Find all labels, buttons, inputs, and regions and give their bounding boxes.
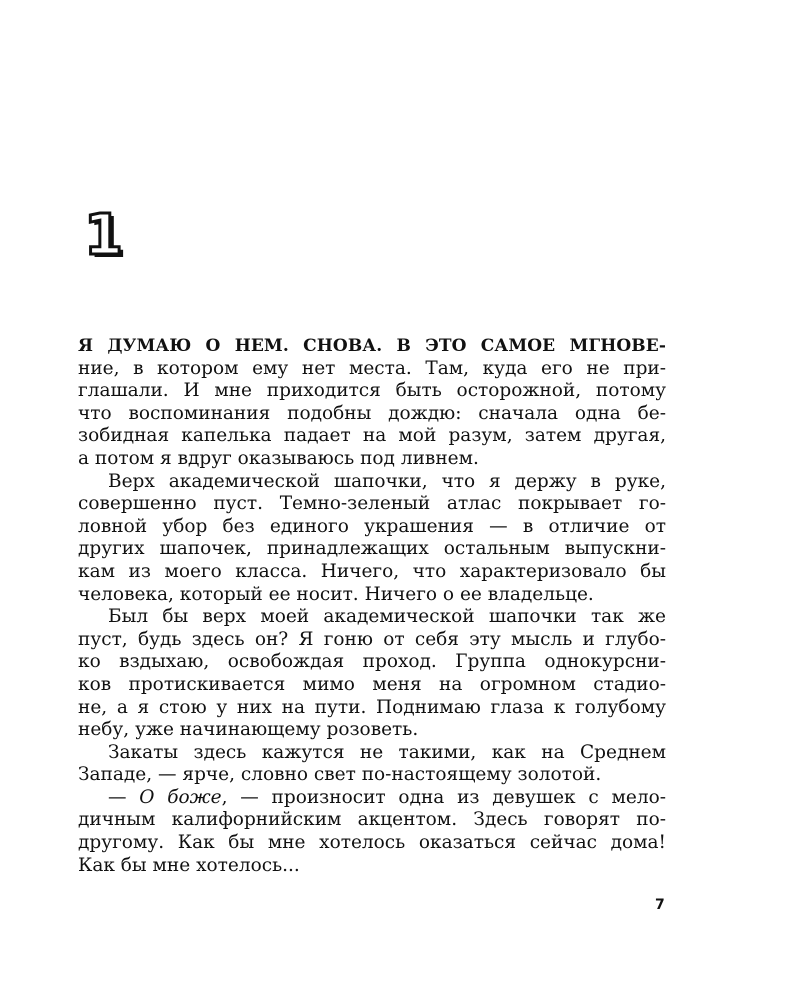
text-line: Был бы верх моей академической шапочки так же xyxy=(108,606,666,628)
text-line: зобидная капелька падает на мой разум, затем другая, xyxy=(78,425,666,447)
text-line: а потом я вдруг оказываюсь под ливнем. xyxy=(78,447,479,469)
text-line: Верх академической шапочки, что я держу в руке, xyxy=(108,470,666,492)
body-text xyxy=(78,335,666,877)
dialogue-italic: О боже xyxy=(139,786,222,808)
page-number: 7 xyxy=(655,897,665,913)
text-line: глашали. И мне приходится быть осторожной, потому xyxy=(78,380,666,402)
text-line: ловной убор без единого украшения — в отличие от xyxy=(78,515,666,537)
dialogue-dash: — xyxy=(108,786,140,808)
text-line: что воспоминания подобны дождю: сначала одна бе- xyxy=(78,402,666,424)
text-line: Как бы мне хотелось... xyxy=(78,854,300,876)
chapter-number: 1 xyxy=(84,203,123,268)
dialogue-rest: , — произносит одна из девушек с мело- xyxy=(221,786,666,808)
text-line: небу, уже начинающему розоветь. xyxy=(78,719,419,741)
text-line: Закаты здесь кажутся не такими, как на Среднем xyxy=(108,741,666,763)
text-line: Западе, — ярче, словно свет по-настоящему золотой. xyxy=(78,764,602,786)
text-line: не, а я стою у них на пути. Поднимаю глаза к голубому xyxy=(78,696,666,718)
text-line: пуст, будь здесь он? Я гоню от себя эту мысль и глубо- xyxy=(78,628,666,650)
text-line: других шапочек, принадлежащих остальным выпускни- xyxy=(78,538,666,560)
text-line: другому. Как бы мне хотелось оказаться сейчас дома! xyxy=(78,832,666,854)
dialogue-line xyxy=(78,787,666,810)
text-line: человека, который ее носит. Ничего о ее владельце. xyxy=(78,583,594,605)
text-line: совершенно пуст. Темно-зеленый атлас покрывает го- xyxy=(78,493,666,515)
text-line: ние, в котором ему нет места. Там, куда его не при- xyxy=(78,357,666,379)
text-line: дичным калифорнийским акцентом. Здесь говорят по- xyxy=(78,809,666,831)
text-line: ков протискивается мимо меня на огромном стадио- xyxy=(78,673,666,695)
text-line: Я ДУМАЮ О НЕМ. СНОВА. В ЭТО САМОЕ МГНОВЕ- xyxy=(78,336,666,356)
text-line: ко вздыхаю, освобождая проход. Группа однокурсни- xyxy=(78,651,666,673)
text-line: кам из моего класса. Ничего, что характеризовало бы xyxy=(78,560,666,582)
